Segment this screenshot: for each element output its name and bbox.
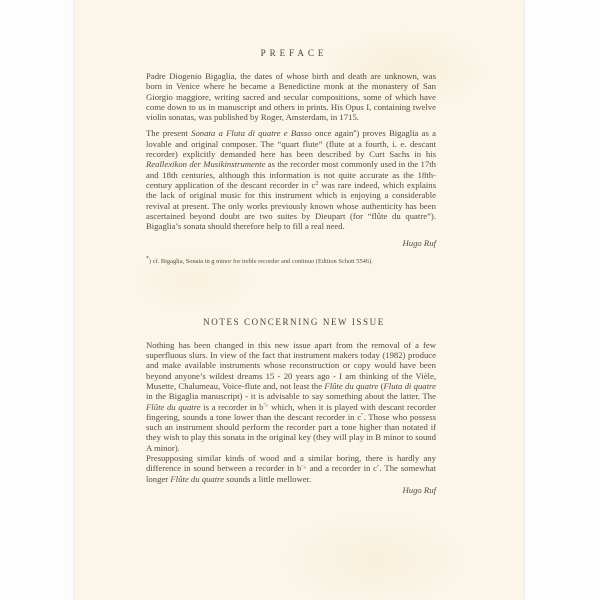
text-run: . Those who possess such an instrument should perform the recorder part a tone higher than notated if they wish to play this sonata in the original key (they will play in B minor to sound A minor). [146,411,436,453]
notes-paragraph-2 [146,453,436,484]
superscript-text: ′♭ [263,403,269,410]
italic-text: Flûte du quatre [170,473,225,484]
italic-text: Flûte du quatre [146,401,201,412]
text-run: Padre Diogenio Bigaglia, the dates of whose birth and death are unknown, was born in Venice where he became a Benedictine monk at the monastery of San Giorgio maggiore, writing sacred and secular compositions, some of which have come down to us in manuscript and others in prints. His Opus I, containing twelve violin sonatas, was published by Roger, Amsterdam, in 1715. [146,71,436,123]
preface-footnote [146,258,436,266]
text-run: . The somewhat longer [146,463,436,484]
superscript-text: ″ [377,464,380,471]
notes-signature: Hugo Ruf [402,484,436,495]
superscript-text: * [353,129,357,136]
preface-paragraph-2 [146,128,436,231]
text-run: ) cf. Bigaglia, Sonata in g minor for treble recorder and continuo (Edition Schott 5546). [149,257,373,265]
preface-paragraph-1 [146,71,436,122]
text-run: and a recorder in c [306,463,378,474]
page-content [146,0,436,495]
italic-text: Fluta di quatre [383,380,436,391]
text-run: is a recorder in b [200,401,264,412]
text-run: which, when it is played with descant recorder fingering, sounds a tone lower than the descant recorder in c [146,401,436,422]
superscript-text: ″ [361,413,364,420]
text-run: as the recorder most commonly used in the 17th and 18th centuries, although this information is not quite accurate as the 18th-century application of the descant recorder in c [146,159,436,190]
text-run: ) proves Bigaglia as a lovable and original composer. The “quart flute” (flute at a fourth, i. e. descant recorder) explicitly demanded here has been described by Curt Sachs in his [146,128,437,160]
superscript-text: * [146,256,149,263]
preface-heading: PREFACE [260,48,328,58]
italic-text: Sonata a Fluta di quatre e Basso [191,128,312,139]
document-page [75,0,523,600]
text-run: Nothing has been changed in this new issue apart from the removal of a few superfluous slurs. In view of the fact that instrument makers today (1982) produce and make available instruments whose reconstruction or copy would have been beyond anyone’s wildest dreams 15 - 20 years ago - I am thinking of the Vièle, Musette, Chalumeau, Voice-flute and, not least the [146,339,436,391]
text-run: ( [378,380,384,391]
text-run: was rare indeed, which explains the lack of original music for this instrument which is enjoying a considerable revival at present. The only works previously known whose authenticity has been ascertained beyond doubt are two suites by Dieupart (for “flûte du quatre”). Bigaglia’s sonata should therefore help to fill a real need. [146,179,436,232]
italic-text: Flûte du quatre [324,380,379,391]
text-run: once again [311,128,354,139]
text-run: Presupposing similar kinds of wood and a similar boring, there is hardly any difference in sound between a recorder in b [146,453,436,474]
text-run: The present [146,128,192,139]
text-run: sounds a little mellower. [224,473,312,484]
notes-heading: NOTES CONCERNING NEW ISSUE [203,316,385,327]
notes-paragraph-1 [146,340,436,453]
preface-signature: Hugo Ruf [402,238,436,249]
superscript-text: 2 [315,181,319,188]
text-run: in the Bigaglia manuscript) - it is advisable to say something about the latter. The [146,391,436,402]
superscript-text: ′♭ [301,464,307,471]
italic-text: Reallexikon der Musikinstrumente [146,159,266,170]
